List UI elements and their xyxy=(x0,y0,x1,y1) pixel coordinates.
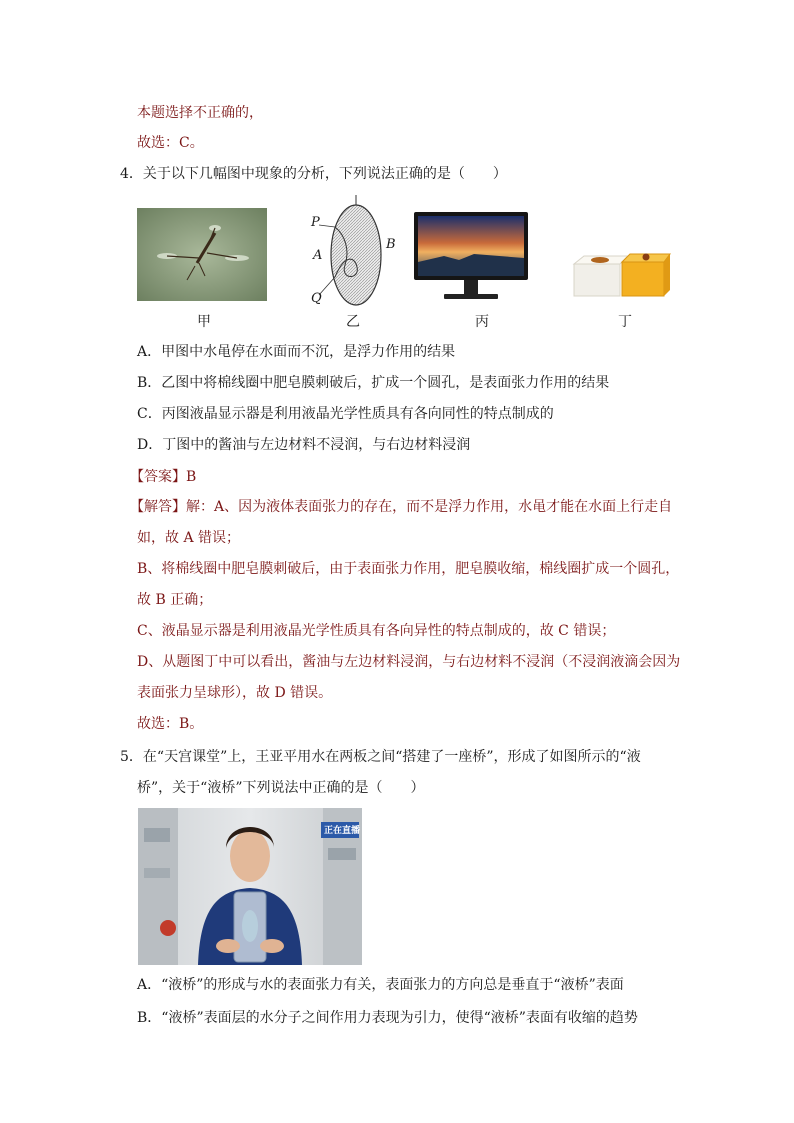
figure-jia-water-strider xyxy=(137,208,267,301)
q4-analysis-line8: 故选：B。 xyxy=(137,716,204,732)
figure-jia-caption: 甲 xyxy=(197,314,211,330)
q4-analysis-line1: 【解答】解：A、因为液体表面张力的存在，而不是浮力作用，水黾才能在水面上行走自 xyxy=(130,499,673,515)
q4-analysis-line7: 表面张力呈球形），故 D 错误。 xyxy=(137,685,333,701)
q5-stem-line1: 5．在“天宫课堂”上，王亚平用水在两板之间“搭建了一座桥”，形成了如图所示的“液 xyxy=(120,749,641,765)
figure-ding-caption: 丁 xyxy=(618,314,632,330)
q4-answer: 【答案】B xyxy=(130,469,197,485)
q5-photo-liquid-bridge xyxy=(138,808,362,965)
q4-analysis-line5: C、液晶显示器是利用液晶光学性质具有各向异性的特点制成的，故 C 错误； xyxy=(137,623,616,639)
figure-yi-label-a: A xyxy=(313,248,323,263)
prev-answer-line2: 故选：C。 xyxy=(137,135,204,151)
q4-option-d: D．丁图中的酱油与左边材料不浸润，与右边材料浸润 xyxy=(137,437,471,453)
figure-yi-caption: 乙 xyxy=(346,314,360,330)
figure-yi-soap-film xyxy=(305,195,410,310)
prev-answer-line1: 本题选择不正确的， xyxy=(137,105,263,121)
figure-yi-label-b: B xyxy=(386,237,396,252)
figure-yi-label-q: Q xyxy=(311,291,322,306)
q4-option-c: C．丙图液晶显示器是利用液晶光学性质具有各向同性的特点制成的 xyxy=(137,406,554,422)
q4-analysis-line6: D、从题图丁中可以看出，酱油与左边材料浸润，与右边材料不浸润（不浸润液滴会因为 xyxy=(137,654,681,670)
figure-bing-monitor xyxy=(414,210,528,305)
q5-option-b: B．“液桥”表面层的水分子之间作用力表现为引力，使得“液桥”表面有收缩的趋势 xyxy=(137,1010,638,1026)
q5-photo-live-badge: 正在直播 xyxy=(324,826,361,836)
q4-stem: 4．关于以下几幅图中现象的分析，下列说法正确的是（ ） xyxy=(120,166,507,182)
figure-yi-label-p: P xyxy=(311,215,320,230)
q4-analysis-line4: 故 B 正确； xyxy=(137,592,213,608)
q5-stem-line2: 桥”，关于“液桥”下列说法中正确的是（ ） xyxy=(137,780,425,796)
q4-analysis-line3: B、将棉线圈中肥皂膜刺破后，由于表面张力作用，肥皂膜收缩，棉线圈扩成一个圆孔， xyxy=(137,561,680,577)
figure-bing-caption: 丙 xyxy=(475,314,489,330)
figure-ding-materials xyxy=(570,248,672,300)
q4-option-b: B．乙图中将棉线圈中肥皂膜刺破后，扩成一个圆孔，是表面张力作用的结果 xyxy=(137,375,610,391)
q5-option-a: A．“液桥”的形成与水的表面张力有关，表面张力的方向总是垂直于“液桥”表面 xyxy=(137,977,624,993)
q4-analysis-line2: 如，故 A 错误； xyxy=(137,530,241,546)
q4-option-a: A．甲图中水黾停在水面而不沉，是浮力作用的结果 xyxy=(137,344,456,360)
